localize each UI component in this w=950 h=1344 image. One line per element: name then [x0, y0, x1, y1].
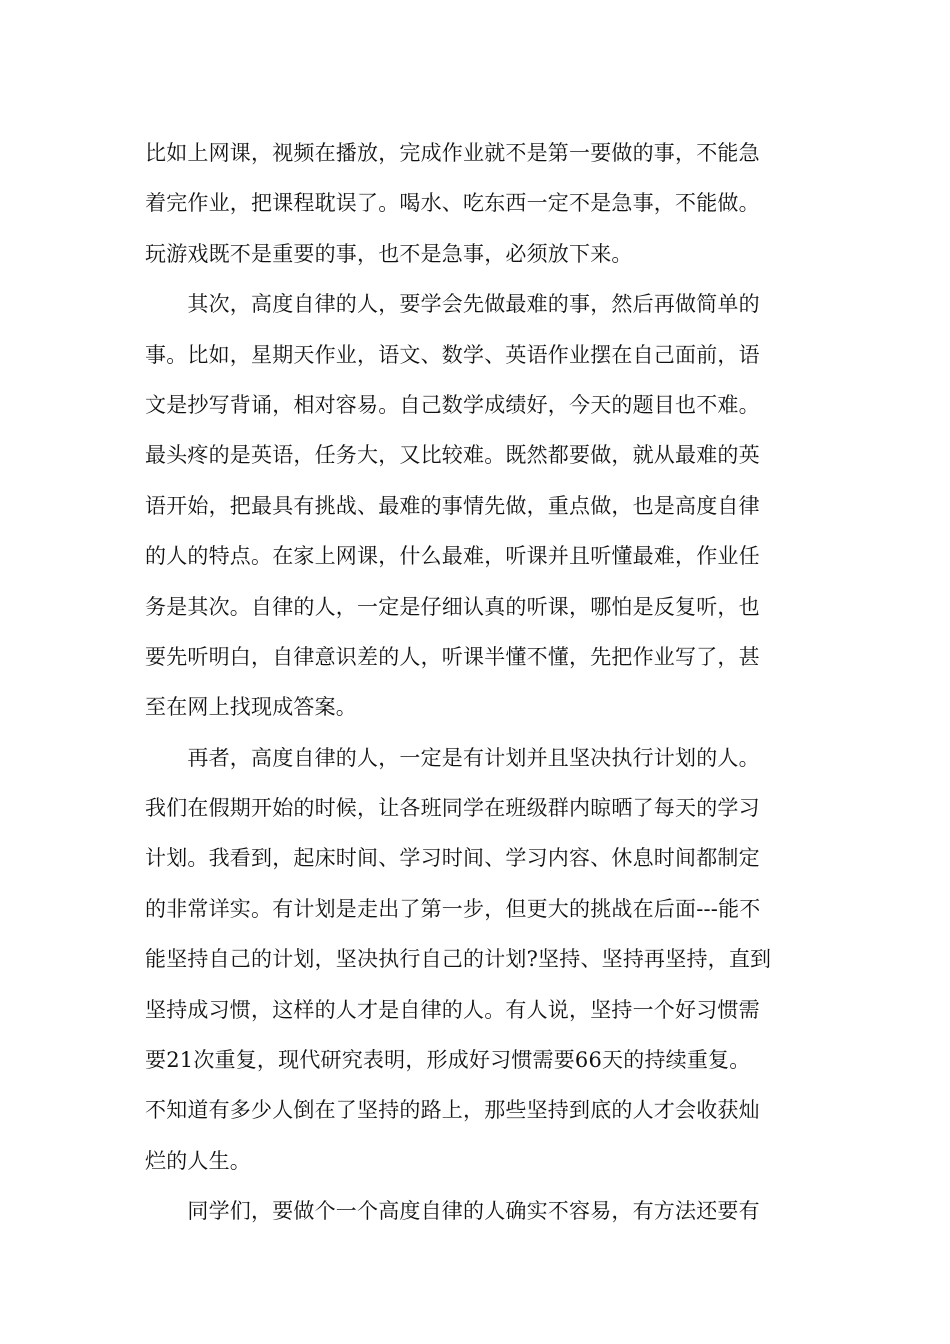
text-line: 我们在假期开始的时候，让各班同学在班级群内晾晒了每天的学习 — [145, 796, 760, 821]
text-line: 玩游戏既不是重要的事，也不是急事，必须放下来。 — [145, 241, 633, 266]
text-line: 最头疼的是英语，任务大，又比较难。既然都要做，就从最难的英 — [145, 443, 760, 468]
text-line: 再者，高度自律的人，一定是有计划并且坚决执行计划的人。 — [145, 745, 760, 770]
text-line: 同学们，要做个一个高度自律的人确实不容易，有方法还要有 — [145, 1199, 760, 1224]
text-line: 其次，高度自律的人，要学会先做最难的事，然后再做简单的 — [145, 292, 760, 317]
body-text — [145, 128, 805, 1237]
text-line: 能坚持自己的计划，坚决执行自己的计划?坚持、坚持再坚持，直到 — [145, 947, 772, 972]
text-line: 不知道有多少人倒在了坚持的路上，那些坚持到底的人才会收获灿 — [145, 1098, 760, 1123]
text-line: 的非常详实。有计划是走出了第一步，但更大的挑战在后面---能不 — [145, 896, 761, 921]
text-line: 比如上网课，视频在播放，完成作业就不是第一要做的事，不能急 — [145, 141, 760, 165]
text-line: 事。比如，星期天作业，语文、数学、英语作业摆在自己面前，语 — [145, 342, 760, 367]
text-line: 语开始，把最具有挑战、最难的事情先做，重点做，也是高度自律 — [145, 493, 760, 518]
text-line: 至在网上找现成答案。 — [145, 695, 357, 720]
text-line: 坚持成习惯，这样的人才是自律的人。有人说，坚持一个好习惯需 — [145, 997, 760, 1022]
text-line: 文是抄写背诵，相对容易。自己数学成绩好，今天的题目也不难。 — [145, 392, 760, 417]
text-line: 要先听明白，自律意识差的人，听课半懂不懂，先把作业写了，甚 — [145, 644, 760, 669]
text-line: 计划。我看到，起床时间、学习时间、学习内容、休息时间都制定 — [145, 846, 760, 871]
text-line: 着完作业，把课程耽误了。喝水、吃东西一定不是急事，不能做。 — [145, 191, 760, 216]
text-line: 务是其次。自律的人，一定是仔细认真的听课，哪怕是反复听，也 — [145, 594, 760, 619]
text-line: 的人的特点。在家上网课，什么最难，听课并且听懂最难，作业任 — [145, 544, 760, 569]
text-line: 烂的人生。 — [145, 1148, 251, 1173]
text-line: 要21次重复，现代研究表明，形成好习惯需要66天的持续重复。 — [145, 1048, 751, 1073]
